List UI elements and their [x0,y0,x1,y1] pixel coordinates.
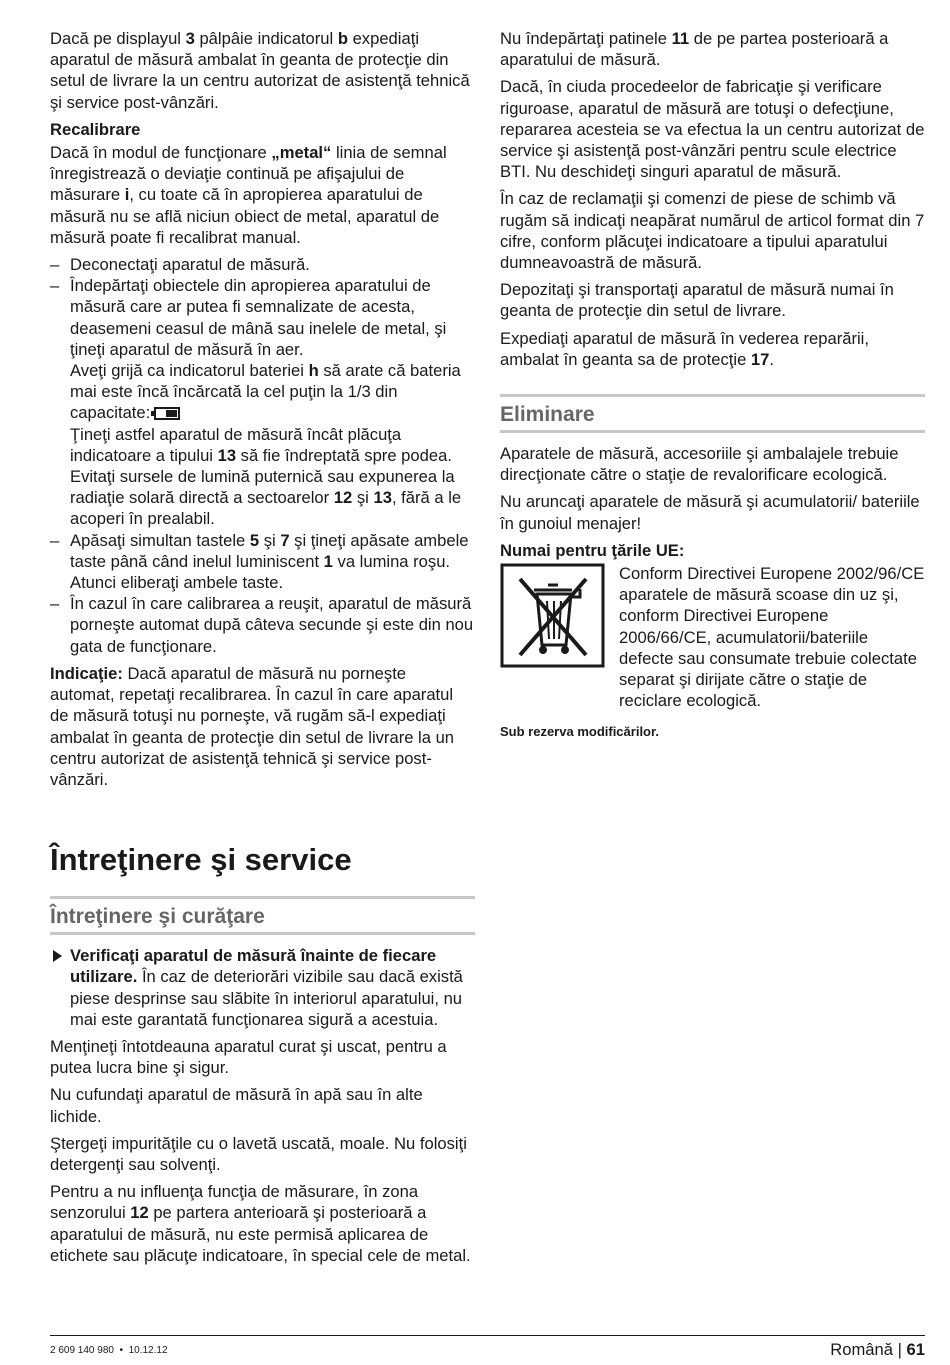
footer-doc-info: 2 609 140 980 • 10.12.12 [50,1345,168,1356]
battery-icon [154,407,180,420]
crossed-out-bin-icon [500,563,605,668]
paragraph-skids: Nu îndepărtaţi patinele 11 de pe partea posterioară a aparatului de măsură. [500,29,889,70]
footer-divider [50,1335,925,1336]
eu-directive-text: Conform Directivei Europene 2002/96/CE aparatele de măsură scoase din uz şi, conform Directivei Europene 2006/66/CE, acumulatorii/bateriile defecte sau consumate trebuie colectate separat şi dirijate către o staţie de reciclare ecologică. [619,564,925,711]
paragraph-repair: Dacă, în ciuda procedeelor de fabricaţie şi verificare riguroase, aparatul de măsură are totuşi o defecţiune, repararea acesteia se va efectua la un centru autorizat de service şi asistenţă post-vânzări pentru scule electrice BTI. Nu deschideţi singuri aparatul de măsură. [500,77,925,182]
subsection-title-maintenance: Întreţinere şi curăţare [50,896,475,935]
paragraph-clean-2: Nu cufundaţi aparatul de măsură în apă sau în alte lichide. [50,1085,423,1126]
paragraph-disposal-2: Nu aruncaţi aparatele de măsură şi acumulatorii/ bateriile în gunoiul menajer! [500,492,920,533]
paragraph-recalibration: Dacă în modul de funcţionare „metal“ linia de semnal înregistrează o deviaţie continuă pe afişajului de măsurare i, cu toate că în apropierea aparatului de măsură nu se află niciun obiect de metal, aparatul de măsură poate fi recalibrat manual. [50,143,447,247]
paragraph-clean-1: Menţineţi întotdeauna aparatul curat şi uscat, pentru a putea lucra bine şi sigur. [50,1036,447,1078]
right-column [500,28,925,743]
left-column [50,28,475,1272]
recalibration-steps [50,254,475,657]
paragraph-disposal-1: Aparatele de măsură, accesoriile şi ambalajele trebuie direcţionate către o staţie de revalorificare ecologică. [500,444,899,485]
eu-heading: Numai pentru ţările UE: [500,540,685,560]
paragraph-shipping: Expediaţi aparatul de măsură în vederea reparării, ambalat în geanta sa de protecţie 17. [500,328,869,369]
bullet-check-device: Verificaţi aparatul de măsură înainte de fiecare utilizare. În caz de deteriorări vizibile sau dacă există piese desprinse sau slăbite în interiorul aparatului, nu mai este garantată funcţionarea sigură a acestuia. [50,945,475,1030]
list-item: – Apăsaţi simultan tastele 5 şi 7 şi ţineţi apăsate ambele taste până când inelul luminiscent 1 va lumina roşu. Atunci eliberaţi ambele taste. [50,530,475,594]
subsection-title-disposal: Eliminare [500,394,925,433]
reserve-note: Sub rezerva modificărilor. [500,724,659,740]
paragraph-clean-3: Ştergeţi impurităţile cu o lavetă uscată, moale. Nu folosiţi detergenţi sau solvenţi. [50,1133,467,1174]
paragraph-clean-4: Pentru a nu influenţa funcţia de măsurare, în zona senzorului 12 pe partera anterioară şi posterioară a aparatului de măsură, nu este permisă aplicarea de etichete sau plăcuţe indicatoare, în special cele de metal. [50,1182,471,1265]
triangle-bullet-icon [53,950,62,962]
weee-block [500,563,925,711]
paragraph-display-blink: Dacă pe displayul 3 pâlpâie indicatorul b expediaţi aparatul de măsură ambalat în geanta de protecţie din setul de livrare la un centru autorizat de asistenţă tehnică şi service post-vânzări. [50,29,470,112]
section-title: Întreţinere şi service [50,842,352,878]
recalibration-heading: Recalibrare [50,119,141,139]
footer-page-info: Română | 61 [830,1340,925,1359]
note-paragraph: Indicaţie: Dacă aparatul de măsură nu porneşte automat, repetaţi recalibrarea. În cazul în care aparatul de măsură totuşi nu porneşte, vă rugăm să-l expediaţi ambalat în geanta de protecţie din setul de livrare la un centru autorizat de asistenţă tehnică şi service post-vânzări. [50,663,455,789]
list-item: – Deconectaţi aparatul de măsură. [50,254,475,275]
list-item: – Îndepărtaţi obiectele din apropierea aparatului de măsură care ar putea fi semnalizate de acesta, deasemeni ceasul de mână sau inelele de metal, şi ţineţi aparatul de măsură în aer. Aveţi grijă ca indicatorul bateriei h să arate că bateria mai este încă încărcată la cel puţin la 1/3 din capacitate: Ţineţi astfel aparatul de măsură încât plăcuţa indicatoare a tipului 13 să fie îndreptată spre podea. Evitaţi sursele de lumină puternică sau expunerea la radiaţie solară directă a sectoarelor 12 şi 13, fără a le acoperi în prealabil. [50,275,475,529]
paragraph-storage: Depozitaţi şi transportaţi aparatul de măsură numai în geanta de protecţie din setul de livrare. [500,280,894,321]
paragraph-spare-parts: În caz de reclamaţii şi comenzi de piese de schimb vă rugăm să indicaţi neapărat numărul de articol format din 7 cifre, conform plăcuţei indicatoare a tipului aparatului dumneavoastră de măsură. [500,189,925,273]
page-number: 61 [906,1340,925,1359]
list-item: – În cazul în care calibrarea a reuşit, aparatul de măsură porneşte automat după câteva secunde şi este din nou gata de funcţionare. [50,593,475,657]
